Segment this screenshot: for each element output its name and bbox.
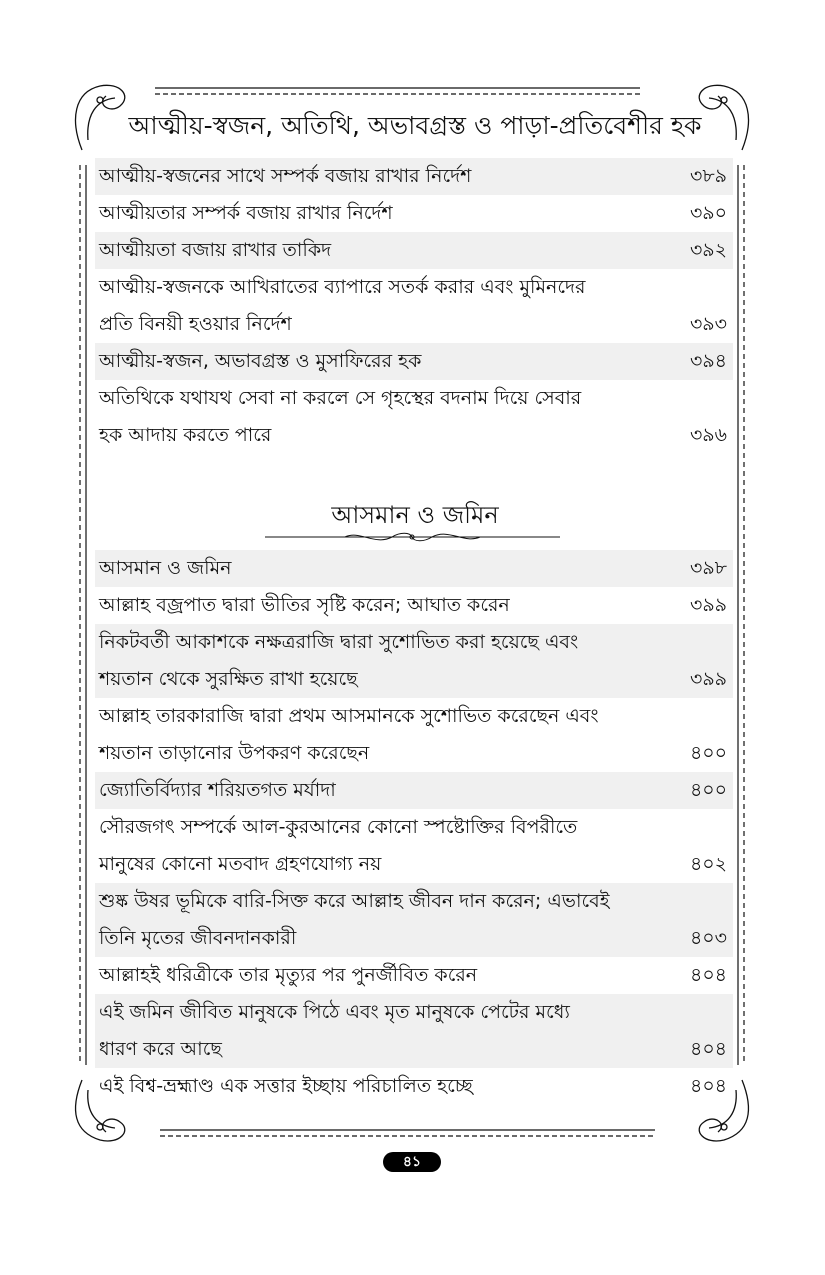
toc-entry-line: আল্লাহ তারকারাজি দ্বারা প্রথম আসমানকে সুশোভিত করেছেন এবং (99, 705, 599, 727)
toc-entry-line: নিকটবর্তী আকাশকে নক্ষত্ররাজি দ্বারা সুশোভিত করা হয়েছে এবং (99, 631, 579, 653)
toc-entry-title (95, 624, 677, 698)
toc-entry-line: ধারণ করে আছে (99, 1038, 222, 1060)
toc-entry-title (95, 380, 677, 454)
toc-entry-line: আল্লাহই ধরিত্রীকে তার মৃত্যুর পর পুনর্জীবিত করেন (99, 964, 478, 986)
toc-entry-page: ৪০০ (689, 742, 727, 764)
toc-entry-line: প্রতি বিনয়ী হওয়ার নির্দেশ (99, 313, 292, 335)
toc-entry-page: ৩৯৯ (689, 668, 727, 690)
toc-entry (95, 232, 733, 269)
section-title-relatives: আত্মীয়-স্বজন, অতিথি, অভাবগ্রস্ত ও পাড়া-প্রতিবেশীর হক (128, 111, 702, 140)
page-number-badge: ৪১ (383, 1152, 441, 1172)
toc-entry (95, 343, 733, 380)
toc-entry-title (95, 195, 677, 232)
toc-entry (95, 809, 733, 883)
toc-entry-title (95, 809, 677, 883)
toc-entry-title (95, 772, 677, 809)
toc-entry-line: এই বিশ্ব-ভ্রহ্মাণ্ড এক সত্তার ইচ্ছায় পরিচালিত হচ্ছে (99, 1075, 473, 1097)
toc-entry (95, 1068, 733, 1105)
toc-entry-line: আল্লাহ বজ্রপাত দ্বারা ভীতির সৃষ্টি করেন; আঘাত করেন (99, 594, 510, 616)
toc-entry (95, 550, 733, 587)
toc-entry-page: ৩৯৪ (689, 350, 727, 372)
toc-entry-line: অতিথিকে যথাযথ সেবা না করলে সে গৃহস্থের বদনাম দিয়ে সেবার (99, 387, 582, 409)
toc-entry (95, 698, 733, 772)
toc-entry (95, 772, 733, 809)
toc-entry-page: ৪০০ (689, 779, 727, 801)
toc-entry-line: হক আদায় করতে পারে (99, 424, 272, 446)
toc-entry-line: শয়তান তাড়ানোর উপকরণ করেছেন (99, 742, 370, 764)
toc-entry-title (95, 232, 677, 269)
toc-entry (95, 957, 733, 994)
toc-list-section-2 (95, 550, 733, 1105)
toc-entry-title (95, 158, 677, 195)
toc-entry-line: তিনি মৃতের জীবনদানকারী (99, 927, 297, 949)
toc-entry-line: শয়তান থেকে সুরক্ষিত রাখা হয়েছে (99, 668, 358, 690)
toc-entry-page: ৪০৪ (689, 1075, 727, 1097)
toc-entry-title (95, 550, 677, 587)
toc-entry-line: আত্মীয়তা বজায় রাখার তাকিদ (99, 239, 332, 261)
toc-entry-line: আসমান ও জমিন (99, 557, 232, 579)
toc-entry-page: ৩৯২ (689, 239, 727, 261)
toc-entry-title (95, 957, 677, 994)
toc-entry-page: ৪০৩ (689, 927, 727, 949)
toc-entry-line: জ্যোতির্বিদ্যার শরিয়তগত মর্যাদা (99, 779, 336, 801)
toc-list-section-1 (95, 158, 733, 454)
toc-entry-page: ৪০২ (689, 853, 727, 875)
section-title-sky-earth: আসমান ও জমিন (331, 501, 499, 529)
toc-entry-title (95, 1068, 677, 1105)
toc-entry-title (95, 343, 677, 380)
toc-entry-page: ৩৯৬ (689, 424, 727, 446)
toc-entry (95, 158, 733, 195)
toc-entry-page: ৪০৪ (689, 1038, 727, 1060)
toc-entry-page: ৩৮৯ (689, 165, 727, 187)
toc-entry-line: মানুষের কোনো মতবাদ গ্রহণযোগ্য নয় (99, 853, 382, 875)
toc-entry-line: আত্মীয়তার সম্পর্ক বজায় রাখার নির্দেশ (99, 202, 393, 224)
toc-entry (95, 624, 733, 698)
toc-entry-line: আত্মীয়-স্বজনের সাথে সম্পর্ক বজায় রাখার নির্দেশ (99, 165, 472, 187)
toc-entry-page: ৩৯৯ (689, 594, 727, 616)
toc-entry (95, 195, 733, 232)
toc-entry-line: আত্মীয়-স্বজনকে আখিরাতের ব্যাপারে সতর্ক করার এবং মুমিনদের (99, 276, 586, 298)
toc-entry (95, 380, 733, 454)
toc-entry-line: শুষ্ক উষর ভূমিকে বারি-সিক্ত করে আল্লাহ জীবন দান করেন; এভাবেই (99, 890, 610, 912)
toc-entry-line: এই জমিন জীবিত মানুষকে পিঠে এবং মৃত মানুষকে পেটের মধ্যে (99, 1001, 570, 1023)
toc-entry-title (95, 883, 677, 957)
toc-entry-page: ৩৯৩ (689, 313, 727, 335)
toc-entry-page: ৪০৪ (689, 964, 727, 986)
toc-entry-title (95, 994, 677, 1068)
toc-entry-title (95, 698, 677, 772)
toc-entry (95, 994, 733, 1068)
toc-entry (95, 883, 733, 957)
toc-entry-title (95, 269, 677, 343)
toc-entry (95, 269, 733, 343)
toc-entry-page: ৩৯০ (689, 202, 727, 224)
toc-entry-page: ৩৯৮ (689, 557, 727, 579)
toc-entry-line: আত্মীয়-স্বজন, অভাবগ্রস্ত ও মুসাফিরের হক (99, 350, 422, 372)
toc-entry (95, 587, 733, 624)
toc-entry-line: সৌরজগৎ সম্পর্কে আল-কুরআনের কোনো স্পষ্টোক্তির বিপরীতে (99, 816, 578, 838)
toc-entry-title (95, 587, 677, 624)
